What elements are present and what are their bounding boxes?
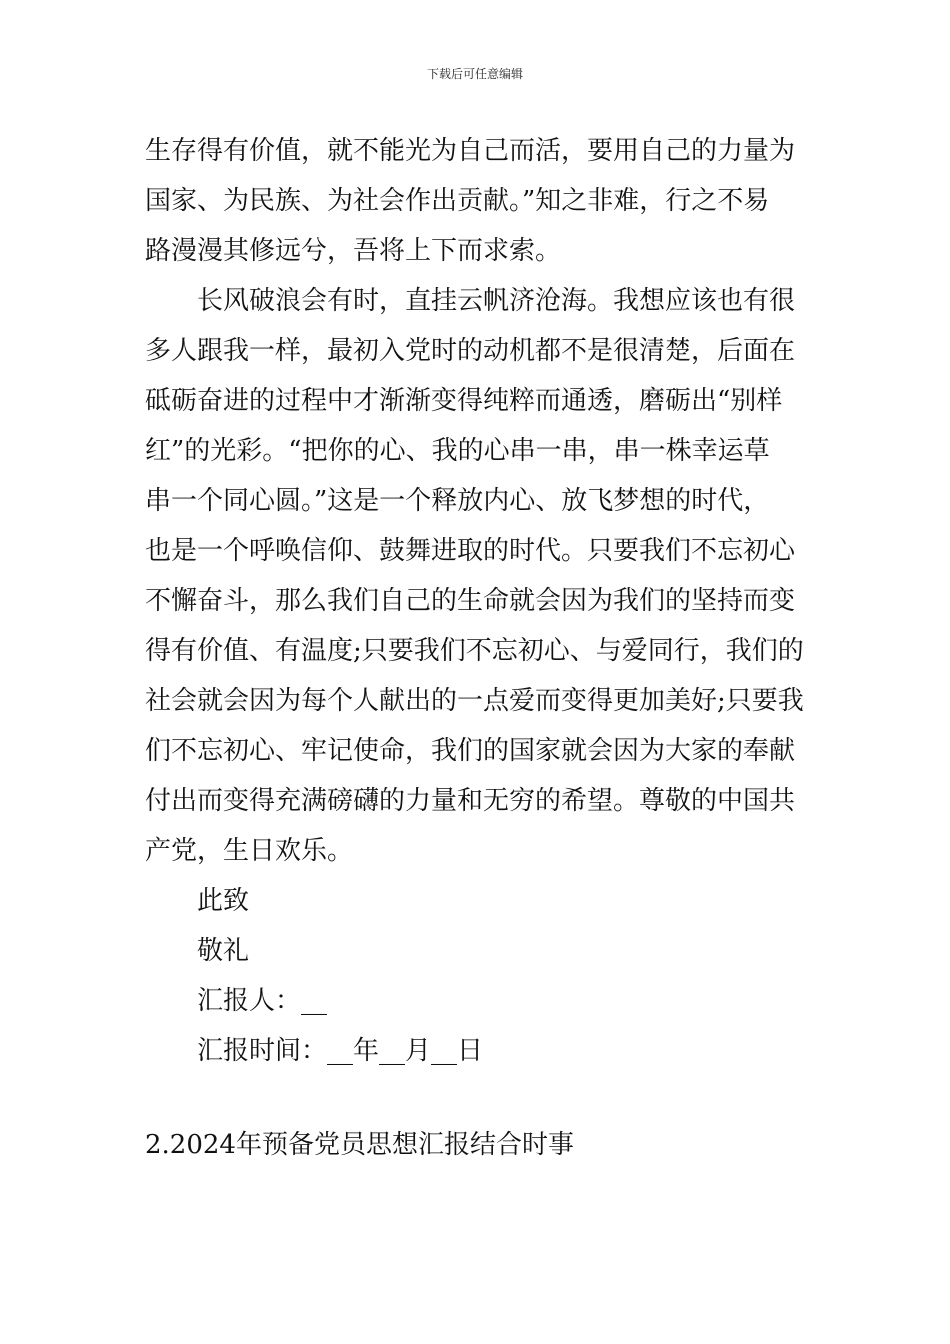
- paragraph-line: 生存得有价值，就不能光为自己而活，要用自己的力量为: [145, 136, 796, 166]
- paragraph-line: 产党，生日欢乐。: [145, 836, 354, 866]
- paragraph-2: [145, 276, 809, 876]
- paragraph-line: 也是一个呼唤信仰、鼓舞进取的时代。只要我们不忘初心: [145, 536, 796, 566]
- salutation-jing-li: 敬礼: [197, 936, 250, 966]
- paragraph-line: 串一个同心圆。”这是一个释放内心、放飞梦想的时代，: [145, 486, 770, 516]
- paragraph-line: 砥砺奋进的过程中才渐渐变得纯粹而通透，磨砺出“别样: [145, 386, 783, 416]
- paragraph-line: 得有价值、有温度;只要我们不忘初心、与爱同行，我们的: [145, 636, 804, 666]
- reporter-line: 汇报人：__: [197, 986, 328, 1016]
- paragraph-line: 长风破浪会有时，直挂云帆济沧海。我想应该也有很: [197, 286, 796, 316]
- salutation-ci-zhi: 此致: [197, 886, 250, 916]
- paragraph-line: 付出而变得充满磅礴的力量和无穷的希望。尊敬的中国共: [145, 786, 796, 816]
- paragraph-line: 红”的光彩。“把你的心、我的心串一串，串一株幸运草: [145, 436, 770, 466]
- document-body: [145, 126, 809, 1076]
- section-heading: 2.2024年预备党员思想汇报结合时事: [145, 1130, 574, 1160]
- page-header-note: 下载后可任意编辑: [426, 67, 523, 81]
- report-date-line: 汇报时间：__年__月__日: [197, 1036, 484, 1066]
- paragraph-line: 们不忘初心、牢记使命，我们的国家就会因为大家的奉献: [145, 736, 796, 766]
- paragraph-line: 社会就会因为每个人献出的一点爱而变得更加美好;只要我: [145, 686, 804, 716]
- paragraph-1: [145, 126, 809, 276]
- paragraph-line: 多人跟我一样，最初入党时的动机都不是很清楚，后面在: [145, 336, 796, 366]
- paragraph-line: 路漫漫其修远兮，吾将上下而求索。: [145, 236, 562, 266]
- paragraph-line: 国家、为民族、为社会作出贡献。”知之非难，行之不易: [145, 186, 770, 216]
- paragraph-line: 不懈奋斗，那么我们自己的生命就会因为我们的坚持而变: [145, 586, 796, 616]
- closing-block: [145, 876, 809, 1076]
